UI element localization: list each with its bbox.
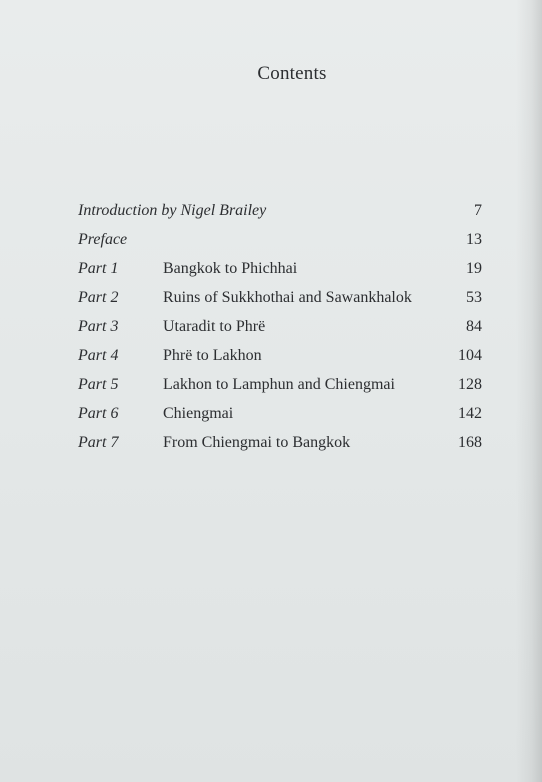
toc-entry-title: Chiengmai bbox=[163, 405, 234, 422]
toc-entry-page: 104 bbox=[458, 347, 482, 364]
toc-entry-page: 53 bbox=[466, 289, 482, 306]
toc-entry-part-6 bbox=[78, 403, 482, 432]
toc-entry-label: Part 1 bbox=[78, 260, 119, 277]
toc-entry-label: Part 6 bbox=[78, 405, 119, 422]
toc-entry-label: Part 3 bbox=[78, 318, 119, 335]
toc-entry-page: 19 bbox=[466, 260, 482, 277]
toc-entry-introduction bbox=[78, 200, 482, 229]
toc-entry-label: Part 2 bbox=[78, 289, 119, 306]
toc-entry-page: 128 bbox=[458, 376, 482, 393]
toc-entry-title: Bangkok to Phichhai bbox=[163, 260, 298, 277]
toc-entry-part-7 bbox=[78, 432, 482, 461]
toc-entry-part-3 bbox=[78, 316, 482, 345]
toc-entry-preface bbox=[78, 229, 482, 258]
table-of-contents bbox=[78, 200, 482, 461]
toc-entry-page: 84 bbox=[466, 318, 482, 335]
toc-entry-title: From Chiengmai to Bangkok bbox=[163, 434, 351, 451]
toc-entry-page: 7 bbox=[474, 202, 482, 219]
toc-entry-title: Phrë to Lakhon bbox=[163, 347, 262, 364]
toc-entry-page: 142 bbox=[458, 405, 482, 422]
toc-entry-label: Part 4 bbox=[78, 347, 119, 364]
toc-entry-label: Part 7 bbox=[78, 434, 119, 451]
toc-entry-title: Utaradit to Phrë bbox=[163, 318, 266, 335]
toc-entry-label: Introduction by Nigel Brailey bbox=[78, 202, 267, 219]
toc-entry-part-4 bbox=[78, 345, 482, 374]
toc-entry-title: Lakhon to Lamphun and Chiengmai bbox=[163, 376, 395, 393]
toc-entry-title: Ruins of Sukkhothai and Sawankhalok bbox=[163, 289, 412, 306]
toc-entry-label: Preface bbox=[78, 231, 128, 248]
toc-entry-page: 13 bbox=[466, 231, 482, 248]
toc-entry-part-2 bbox=[78, 287, 482, 316]
page-title: Contents bbox=[257, 63, 327, 84]
toc-entry-page: 168 bbox=[458, 434, 482, 451]
toc-entry-part-1 bbox=[78, 258, 482, 287]
toc-entry-label: Part 5 bbox=[78, 376, 119, 393]
toc-entry-part-5 bbox=[78, 374, 482, 403]
